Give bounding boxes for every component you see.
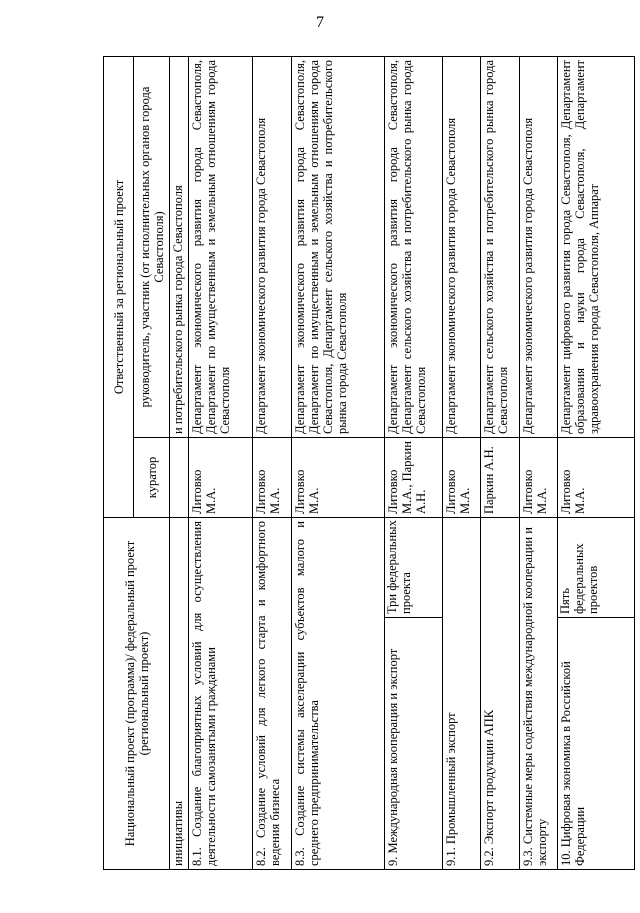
table-cell-project: 8.3. Создание системы акселерации субъектов малого и среднего предпринимательства [291,517,385,869]
table-row [481,56,519,869]
table-cell-executor: Департамент экономического развития города Севастополя, Департамент по имущественным и земельным отношениям города Севастополя [189,56,253,437]
table-cell-executor: Департамент экономического развития города Севастополя [253,56,291,437]
table-row [519,56,557,869]
table-row [558,56,635,869]
table-cell-project: инициативы [170,517,189,869]
project-name: 9. Международная кооперация и экспорт [386,648,401,866]
table-row [291,56,385,869]
table-cell-project: 8.2. Создание условий для легкого старта и комфортного ведения бизнеса [253,517,291,869]
federal-projects-count: Три федеральных проекта [385,518,442,618]
header-responsible: Ответственный за региональный проект [104,56,134,517]
table-row [253,56,291,869]
page-number: 7 [316,14,324,31]
table-cell-project: 9.2. Экспорт продукции АПК [481,517,519,869]
header-project: Национальный проект (программа)/ федеральный проект (региональный проект) [104,517,170,869]
table-cell-curator: Литовко М.А. [519,437,557,517]
table-cell-curator: Литовко М.А. [291,437,385,517]
table-row [385,56,443,869]
project-name: 10. Цифровая экономика в Российской Федерации [559,661,588,866]
table-cell-executor: Департамент экономического развития города Севастополя [519,56,557,437]
table-cell-curator: Литовко М.А. [253,437,291,517]
table-cell-project: 8.1. Создание благоприятных условий для осуществления деятельности самозанятыми гражданами [189,517,253,869]
table-cell-curator: Литовко М.А. [189,437,253,517]
table-cell-project: 9.3. Системные меры содействия международной кооперации и экспорту [519,517,557,869]
table-cell-curator: Литовко М.А. [442,437,480,517]
table-cell-executor: Департамент экономического развития города Севастополя, Департамент сельского хозяйства и потребительского рынка города Севастополя [385,56,443,437]
table-cell-executor: Департамент экономического развития города Севастополя [442,56,480,437]
table-cell-executor: Департамент экономического развития города Севастополя, Департамент по имущественным и земельным отношениям города Севастополя, Департамент сельского хозяйства и потребительского рынка города Севастополя [291,56,385,437]
projects-table [103,56,635,870]
rotated-table-container [103,57,635,870]
table-cell-executor: Департамент цифрового развития города Севастополя, Департамент образования и науки города Севастополя, Департамент здравоохранения города Севастополя, Аппарат [558,56,635,437]
header-executor: руководитель, участник (от исполнительных органов города Севастополя) [134,56,170,437]
table-cell-executor: Департамент сельского хозяйства и потребительского рынка города Севастополя [481,56,519,437]
table-cell-project [558,517,635,869]
table-cell-curator: Литовко М.А. [558,437,635,517]
table-cell-project [385,517,443,869]
table-cell-executor: и потребительского рынка города Севастополя [170,56,189,437]
table-cell-project: 9.1. Промышленный экспорт [442,517,480,869]
table-cell-curator: Паркин А.Н. [481,437,519,517]
header-curator: куратор [134,437,170,517]
table-cell-curator: Литовко М.А., Паркин А.Н. [385,437,443,517]
table-row [189,56,253,869]
table-row [442,56,480,869]
table-cell-curator [170,437,189,517]
federal-projects-count: Пять федеральных проектов [558,518,634,618]
